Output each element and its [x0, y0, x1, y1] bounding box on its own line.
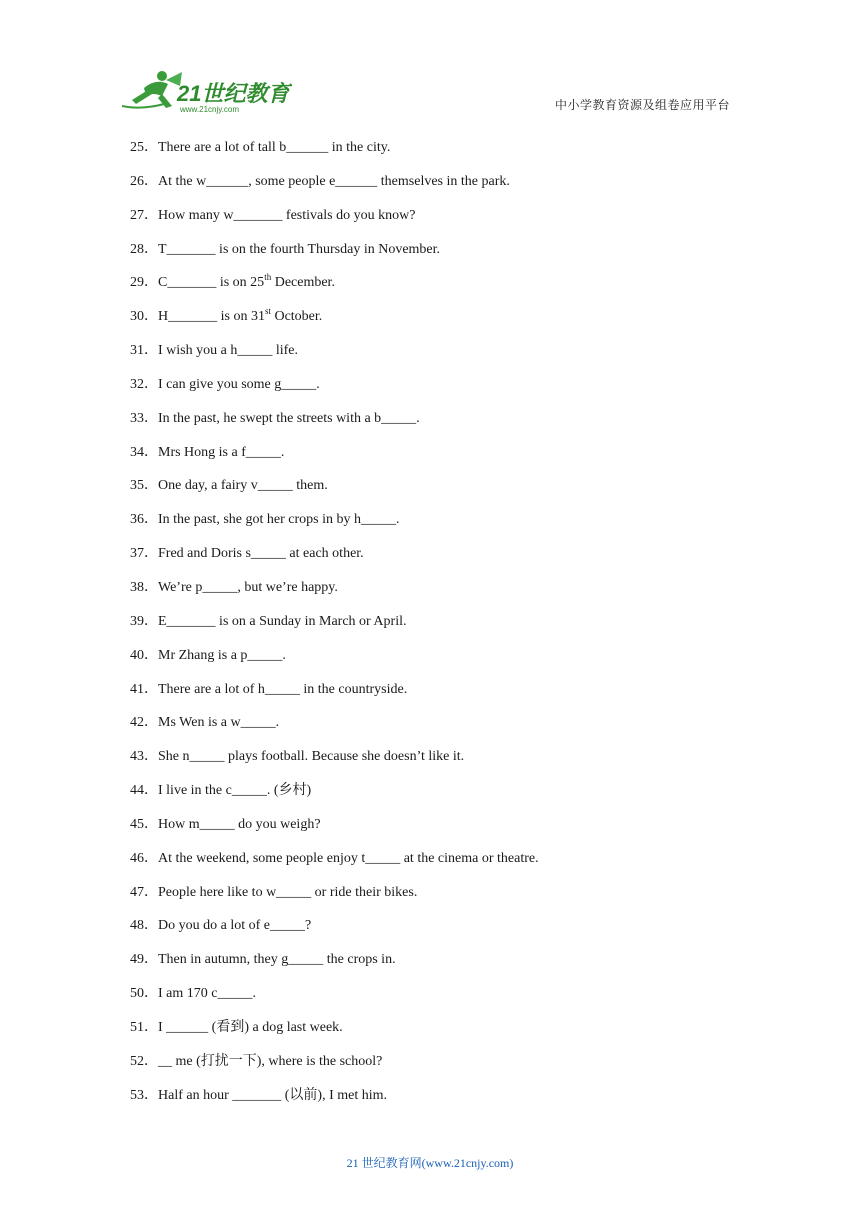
- question-item: [130, 307, 750, 341]
- question-text: In the past, he swept the streets with a b_____.: [158, 410, 420, 426]
- question-item: [130, 172, 750, 206]
- question-number: 34．: [130, 444, 158, 460]
- question-text: Half an hour _______ (以前), I met him.: [158, 1087, 388, 1103]
- platform-title: 中小学教育资源及组卷应用平台: [554, 98, 730, 112]
- question-text: I wish you a h_____ life.: [158, 343, 298, 359]
- question-item: [130, 443, 750, 477]
- question-text: Do you do a lot of e_____?: [158, 918, 312, 934]
- question-text: Then in autumn, they g_____ the crops in.: [158, 952, 396, 968]
- question-text: Mr Zhang is a p_____.: [158, 647, 286, 663]
- question-number: 39．: [130, 613, 158, 629]
- question-item: [130, 578, 750, 612]
- question-number: 45．: [130, 816, 158, 832]
- question-text: Ms Wen is a w_____.: [158, 715, 280, 731]
- question-number: 52．: [130, 1053, 158, 1069]
- question-number: 49．: [130, 952, 158, 968]
- question-text: H_______ is on 31: [158, 309, 265, 325]
- question-text: She n_____ plays football. Because she doesn’t like it.: [158, 749, 465, 765]
- question-number: 42．: [130, 715, 158, 731]
- question-number: 28．: [130, 241, 158, 257]
- question-text: E_______ is on a Sunday in March or April.: [158, 613, 407, 629]
- question-text: How m_____ do you weigh?: [158, 816, 321, 832]
- question-text: I can give you some g_____.: [158, 376, 320, 392]
- question-item: [130, 950, 750, 984]
- question-item: [130, 747, 750, 781]
- question-item: [130, 984, 750, 1018]
- svg-text:21世纪教育: 21世纪教育: [177, 81, 290, 106]
- question-number: 53．: [130, 1087, 158, 1103]
- question-text: __ me (打扰一下), where is the school?: [158, 1053, 383, 1069]
- question-number: 40．: [130, 647, 158, 663]
- question-text: C_______ is on 25: [158, 275, 265, 291]
- question-number: 26．: [130, 173, 158, 189]
- question-text: Fred and Doris s_____ at each other.: [158, 546, 364, 562]
- question-text: T_______ is on the fourth Thursday in November.: [158, 241, 441, 257]
- question-text: There are a lot of h_____ in the countryside.: [158, 681, 408, 697]
- question-number: 32．: [130, 376, 158, 392]
- question-number: 35．: [130, 478, 158, 494]
- question-number: 44．: [130, 783, 158, 799]
- question-text: I ______ (看到) a dog last week.: [158, 1019, 343, 1035]
- question-item: [130, 916, 750, 950]
- question-number: 25．: [130, 140, 158, 155]
- logo: [122, 66, 292, 116]
- question-item: [130, 510, 750, 544]
- question-text: At the w______, some people e______ themselves in the park.: [158, 173, 510, 189]
- question-text: People here like to w_____ or ride their bikes.: [158, 884, 418, 900]
- question-item: [130, 273, 750, 307]
- question-text-after: October.: [270, 309, 323, 325]
- question-item: [130, 849, 750, 883]
- footer-link[interactable]: 21 世纪教育网(www.21cnjy.com): [346, 1156, 514, 1170]
- svg-text:www.21cnjy.com: www.21cnjy.com: [180, 105, 239, 114]
- question-text: There are a lot of tall b______ in the city.: [158, 140, 391, 155]
- question-item: [130, 815, 750, 849]
- question-number: 38．: [130, 579, 158, 595]
- question-item: [130, 680, 750, 714]
- question-text: Mrs Hong is a f_____.: [158, 444, 285, 460]
- question-text: One day, a fairy v_____ them.: [158, 478, 328, 494]
- ordinal-suffix: th: [264, 272, 272, 283]
- question-item: [130, 1052, 750, 1086]
- question-item: [130, 206, 750, 240]
- question-item: [130, 138, 750, 172]
- question-number: 43．: [130, 749, 158, 765]
- question-item: [130, 240, 750, 274]
- question-number: 41．: [130, 681, 158, 697]
- question-item: [130, 375, 750, 409]
- question-number: 36．: [130, 512, 158, 528]
- question-number: 33．: [130, 410, 158, 426]
- page-header: [0, 0, 860, 120]
- question-number: 30．: [130, 309, 158, 325]
- question-number: 48．: [130, 918, 158, 934]
- question-item: [130, 476, 750, 510]
- question-item: [130, 612, 750, 646]
- question-item: [130, 341, 750, 375]
- question-text: In the past, she got her crops in by h_____.: [158, 512, 400, 528]
- question-text-after: December.: [271, 275, 335, 291]
- question-item: [130, 883, 750, 917]
- question-number: 50．: [130, 986, 158, 1002]
- ordinal-suffix: st: [264, 306, 271, 317]
- question-number: 27．: [130, 207, 158, 223]
- question-text: We’re p_____, but we’re happy.: [158, 579, 338, 595]
- question-number: 29．: [130, 275, 158, 291]
- question-text: How many w_______ festivals do you know?: [158, 207, 416, 223]
- question-item: [130, 646, 750, 680]
- question-text: I live in the c_____. (乡村): [158, 783, 312, 799]
- question-list: [130, 138, 750, 1119]
- question-item: [130, 781, 750, 815]
- question-number: 51．: [130, 1019, 158, 1035]
- question-number: 47．: [130, 884, 158, 900]
- question-number: 37．: [130, 546, 158, 562]
- question-number: 31．: [130, 343, 158, 359]
- question-item: [130, 1018, 750, 1052]
- question-item: [130, 544, 750, 578]
- question-item: [130, 409, 750, 443]
- question-item: [130, 1086, 750, 1120]
- runner-logo-icon: [122, 66, 292, 116]
- question-number: 46．: [130, 850, 158, 866]
- question-text: At the weekend, some people enjoy t_____ at the cinema or theatre.: [158, 850, 539, 866]
- question-text: I am 170 c_____.: [158, 986, 256, 1002]
- question-item: [130, 713, 750, 747]
